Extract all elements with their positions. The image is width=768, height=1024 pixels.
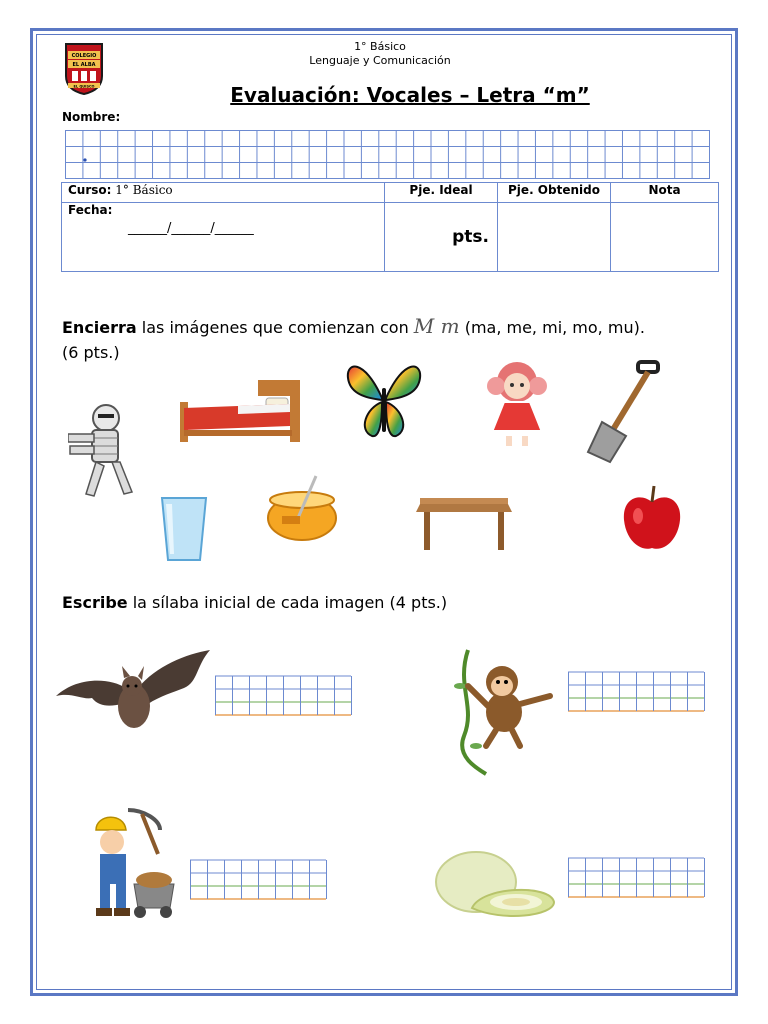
obtained-score-header: Pje. Obtenido	[498, 183, 611, 203]
bat-image[interactable]	[56, 648, 212, 732]
logo-text-2: EL ALBA	[72, 62, 96, 68]
script-m-letters: M m	[413, 314, 460, 338]
date-cell[interactable]	[62, 203, 385, 272]
monkey-image[interactable]	[446, 646, 558, 776]
question-1-text: las imágenes que comienzan con	[136, 318, 414, 337]
logo-text-3: EL QUISCO	[73, 84, 95, 89]
apple-image[interactable]	[618, 484, 686, 554]
butterfly-image[interactable]	[344, 354, 424, 442]
shovel-image[interactable]	[582, 360, 668, 466]
question-2-instruction	[62, 593, 447, 612]
obtained-score-box[interactable]	[498, 203, 611, 272]
school-logo	[62, 40, 106, 96]
melon-image[interactable]	[432, 846, 562, 922]
miner-image[interactable]	[78, 808, 182, 922]
melon-writing-grid[interactable]	[568, 857, 705, 899]
question-2-text: la sílaba inicial de cada imagen (4 pts.)	[127, 593, 448, 612]
doll-image[interactable]	[484, 358, 550, 448]
monkey-writing-grid[interactable]	[568, 671, 705, 713]
course-label: Curso:	[68, 183, 112, 197]
bed-image[interactable]	[178, 376, 302, 444]
name-label: Nombre:	[62, 110, 121, 124]
course-cell	[62, 183, 385, 203]
info-table	[61, 182, 719, 272]
grade-header: 1° Básico	[354, 40, 406, 53]
date-blank[interactable]: ______/______/______	[128, 221, 254, 237]
question-1-verb: Encierra	[62, 318, 137, 337]
grade-header: Nota	[611, 183, 719, 203]
name-writing-grid[interactable]	[65, 130, 710, 180]
question-1-points: (6 pts.)	[62, 343, 120, 362]
question-1-syllables: (ma, me, mi, mo, mu).	[459, 318, 645, 337]
ideal-score-header: Pje. Ideal	[385, 183, 498, 203]
page-title: Evaluación: Vocales – Letra “m”	[230, 83, 590, 107]
question-1-instruction	[62, 314, 742, 338]
question-2-verb: Escribe	[62, 593, 128, 612]
table-image[interactable]	[416, 494, 512, 552]
logo-text-1: COLEGIO	[71, 53, 97, 59]
grade-box[interactable]	[611, 203, 719, 272]
glass-image[interactable]	[158, 494, 210, 564]
date-label: Fecha:	[68, 203, 113, 218]
mummy-image[interactable]	[68, 400, 148, 498]
miner-writing-grid[interactable]	[190, 859, 327, 901]
honey-pot-image[interactable]	[264, 472, 342, 544]
course-value: 1° Básico	[115, 183, 173, 197]
ideal-score-value: pts.	[385, 203, 498, 272]
subject-header: Lenguaje y Comunicación	[309, 54, 451, 67]
bat-writing-grid[interactable]	[215, 675, 352, 717]
